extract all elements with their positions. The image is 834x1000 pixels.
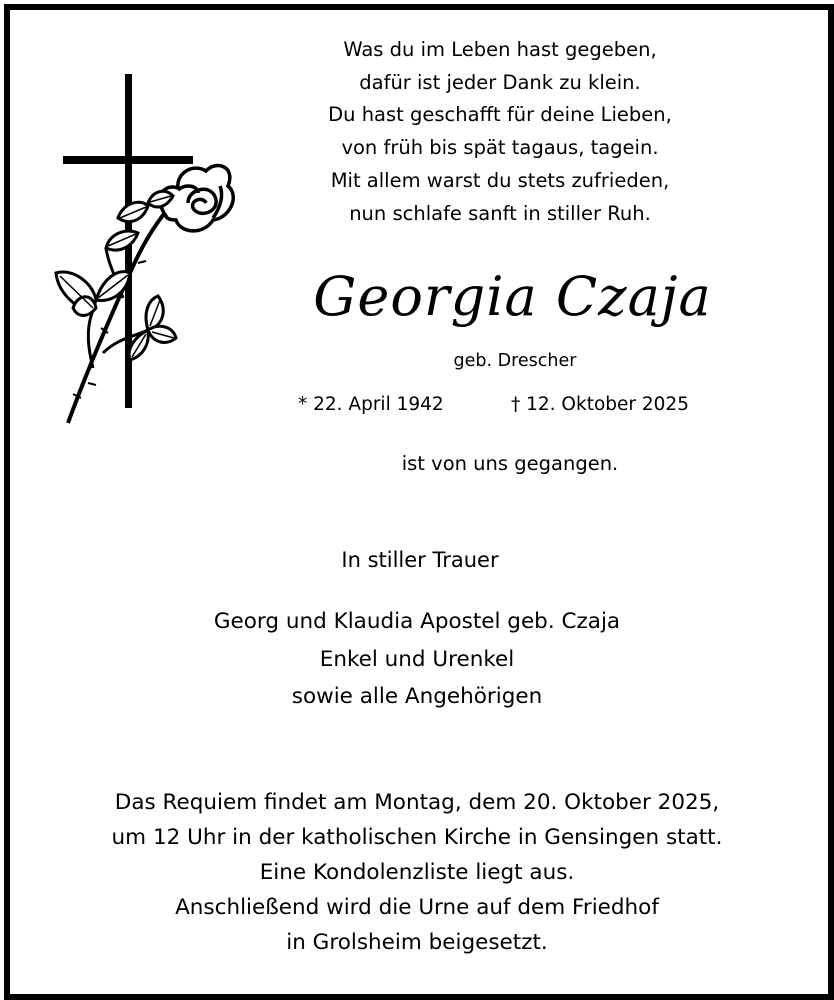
family-line: sowie alle Angehörigen xyxy=(291,684,543,709)
birth-date: * 22. April 1942 xyxy=(298,394,444,415)
family-line: Enkel und Urenkel xyxy=(319,646,515,672)
maiden-name: geb. Drescher xyxy=(453,351,577,371)
poem-line: Mit allem warst du stets zufrieden, xyxy=(330,168,670,192)
requiem-notice xyxy=(30,785,804,960)
poem-line: dafür ist jeder Dank zu klein. xyxy=(359,70,641,94)
passed-away-text: ist von uns gegangen. xyxy=(401,452,619,475)
requiem-line: in Grolsheim beigesetzt. xyxy=(286,930,548,955)
poem-line: Was du im Leben hast gegeben, xyxy=(343,38,657,61)
deceased-name: Georgia Czaja xyxy=(313,265,712,328)
poem-line: von früh bis spät tagaus, tagein. xyxy=(341,136,659,160)
poem xyxy=(290,34,710,230)
requiem-line: Eine Kondolenzliste liegt aus. xyxy=(259,860,575,885)
requiem-line: Anschließend wird die Urne auf dem Friedhof xyxy=(175,895,659,920)
family-line: Georg und Klaudia Apostel geb. Czaja xyxy=(213,609,621,634)
cross-with-rose-icon xyxy=(48,68,238,433)
poem-line: Du hast geschafft für deine Lieben, xyxy=(328,103,672,127)
mourning-heading: In stiller Trauer xyxy=(341,548,499,572)
requiem-line: Das Requiem findet am Montag, dem 20. Oktober 2025, xyxy=(114,790,720,815)
death-date: † 12. Oktober 2025 xyxy=(511,394,689,415)
family-list xyxy=(100,603,734,716)
poem-line: nun schlafe sanft in stiller Ruh. xyxy=(349,201,651,225)
requiem-line: um 12 Uhr in der katholischen Kirche in Gensingen statt. xyxy=(111,825,723,850)
